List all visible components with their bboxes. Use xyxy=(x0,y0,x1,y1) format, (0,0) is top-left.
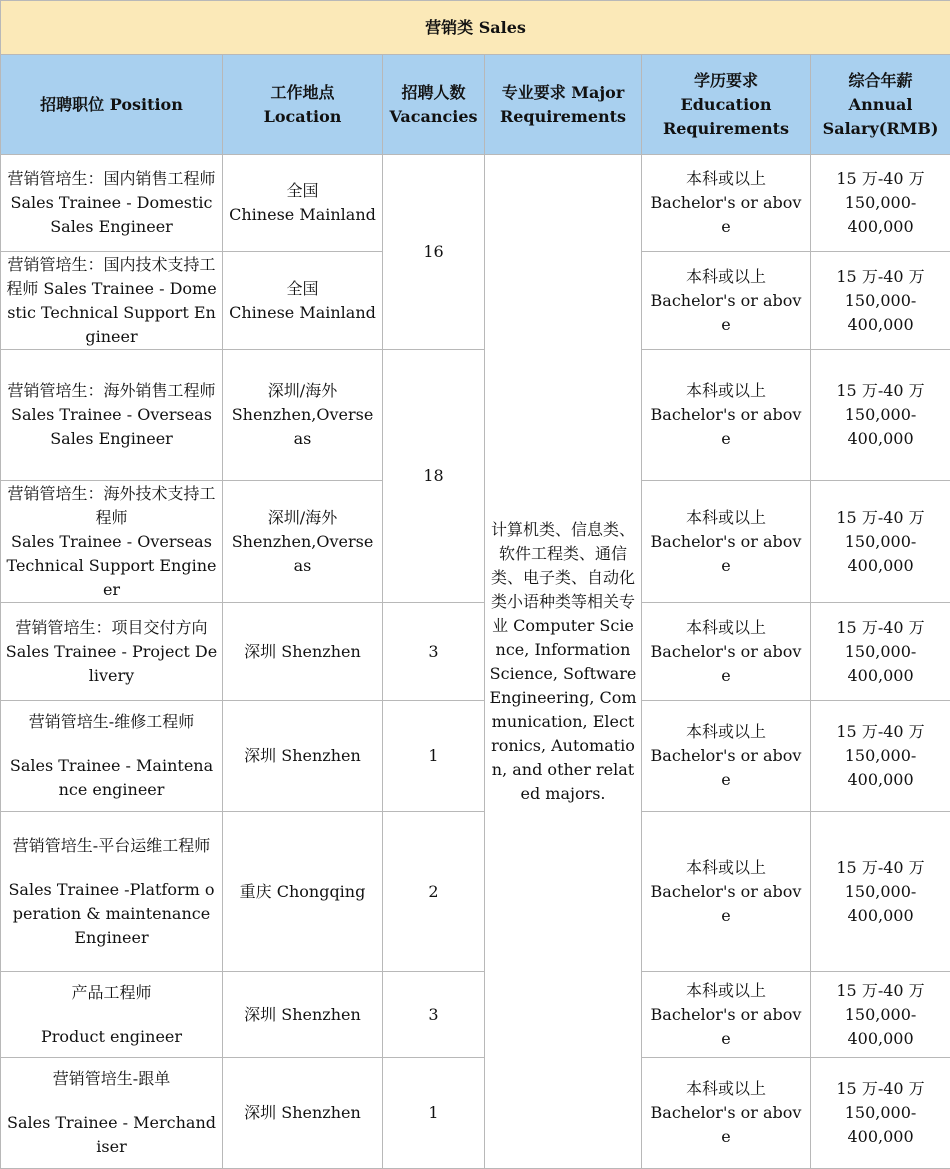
table-row xyxy=(1,972,950,1058)
location-cell: 深圳/海外 Shenzhen,Overseas xyxy=(223,350,383,481)
location-cell: 深圳 Shenzhen xyxy=(223,1058,383,1169)
table-row xyxy=(1,1058,950,1169)
vacancies-cell: 3 xyxy=(383,603,485,701)
salary-cell: 15 万-40 万 150,000- 400,000 xyxy=(811,701,950,812)
vacancies-cell: 1 xyxy=(383,1058,485,1169)
education-cell: 本科或以上 Bachelor's or above xyxy=(642,812,811,972)
location-cell: 深圳 Shenzhen xyxy=(223,972,383,1058)
major-requirements-cell: 计算机类、信息类、软件工程类、通信类、电子类、自动化类小语种类等相关专业 Computer Science, Information Science, Software Engineering, Communication, Electronics, Automation, and other related majors. xyxy=(485,155,642,1169)
education-cell: 本科或以上 Bachelor's or above xyxy=(642,481,811,603)
vacancies-cell: 1 xyxy=(383,701,485,812)
header-major: 专业要求 Major Requirements xyxy=(485,55,642,155)
education-cell: 本科或以上 Bachelor's or above xyxy=(642,1058,811,1169)
position-cell: 营销管培生：海外销售工程师 Sales Trainee - Overseas Sales Engineer xyxy=(1,350,223,481)
education-cell: 本科或以上 Bachelor's or above xyxy=(642,603,811,701)
table-row xyxy=(1,603,950,701)
position-cell: 营销管培生-平台运维工程师 Sales Trainee -Platform operation & maintenance Engineer xyxy=(1,812,223,972)
location-cell: 深圳 Shenzhen xyxy=(223,701,383,812)
position-cell: 营销管培生：海外技术支持工程师 Sales Trainee - Overseas Technical Support Engineer xyxy=(1,481,223,603)
education-cell: 本科或以上 Bachelor's or above xyxy=(642,701,811,812)
vacancies-cell: 3 xyxy=(383,972,485,1058)
table-row xyxy=(1,155,950,252)
salary-cell: 15 万-40 万 150,000- 400,000 xyxy=(811,812,950,972)
header-location: 工作地点 Location xyxy=(223,55,383,155)
position-cell: 营销管培生：国内销售工程师 Sales Trainee - Domestic Sales Engineer xyxy=(1,155,223,252)
header-vacancies: 招聘人数 Vacancies xyxy=(383,55,485,155)
position-cell: 营销管培生：项目交付方向 Sales Trainee - Project Delivery xyxy=(1,603,223,701)
location-cell: 全国 Chinese Mainland xyxy=(223,155,383,252)
location-cell: 全国 Chinese Mainland xyxy=(223,252,383,350)
vacancies-cell: 18 xyxy=(383,350,485,603)
salary-cell: 15 万-40 万 150,000- 400,000 xyxy=(811,350,950,481)
table-title: 营销类 Sales xyxy=(1,1,950,55)
salary-cell: 15 万-40 万 150,000- 400,000 xyxy=(811,481,950,603)
salary-cell: 15 万-40 万 150,000- 400,000 xyxy=(811,1058,950,1169)
location-cell: 深圳/海外 Shenzhen,Overseas xyxy=(223,481,383,603)
header-position: 招聘职位 Position xyxy=(1,55,223,155)
salary-cell: 15 万-40 万 150,000- 400,000 xyxy=(811,603,950,701)
salary-cell: 15 万-40 万 150,000- 400,000 xyxy=(811,252,950,350)
education-cell: 本科或以上 Bachelor's or above xyxy=(642,252,811,350)
education-cell: 本科或以上 Bachelor's or above xyxy=(642,350,811,481)
position-cell: 营销管培生：国内技术支持工程师 Sales Trainee - Domestic Technical Support Engineer xyxy=(1,252,223,350)
header-salary: 综合年薪 Annual Salary(RMB) xyxy=(811,55,950,155)
table-row xyxy=(1,812,950,972)
education-cell: 本科或以上 Bachelor's or above xyxy=(642,155,811,252)
header-education: 学历要求 Education Requirements xyxy=(642,55,811,155)
location-cell: 重庆 Chongqing xyxy=(223,812,383,972)
position-cell: 产品工程师 Product engineer xyxy=(1,972,223,1058)
location-cell: 深圳 Shenzhen xyxy=(223,603,383,701)
salary-cell: 15 万-40 万 150,000- 400,000 xyxy=(811,155,950,252)
table-row xyxy=(1,350,950,481)
salary-cell: 15 万-40 万 150,000- 400,000 xyxy=(811,972,950,1058)
position-cell: 营销管培生-维修工程师 Sales Trainee - Maintenance engineer xyxy=(1,701,223,812)
position-cell: 营销管培生-跟单 Sales Trainee - Merchandiser xyxy=(1,1058,223,1169)
vacancies-cell: 2 xyxy=(383,812,485,972)
education-cell: 本科或以上 Bachelor's or above xyxy=(642,972,811,1058)
table-row xyxy=(1,701,950,812)
vacancies-cell: 16 xyxy=(383,155,485,350)
